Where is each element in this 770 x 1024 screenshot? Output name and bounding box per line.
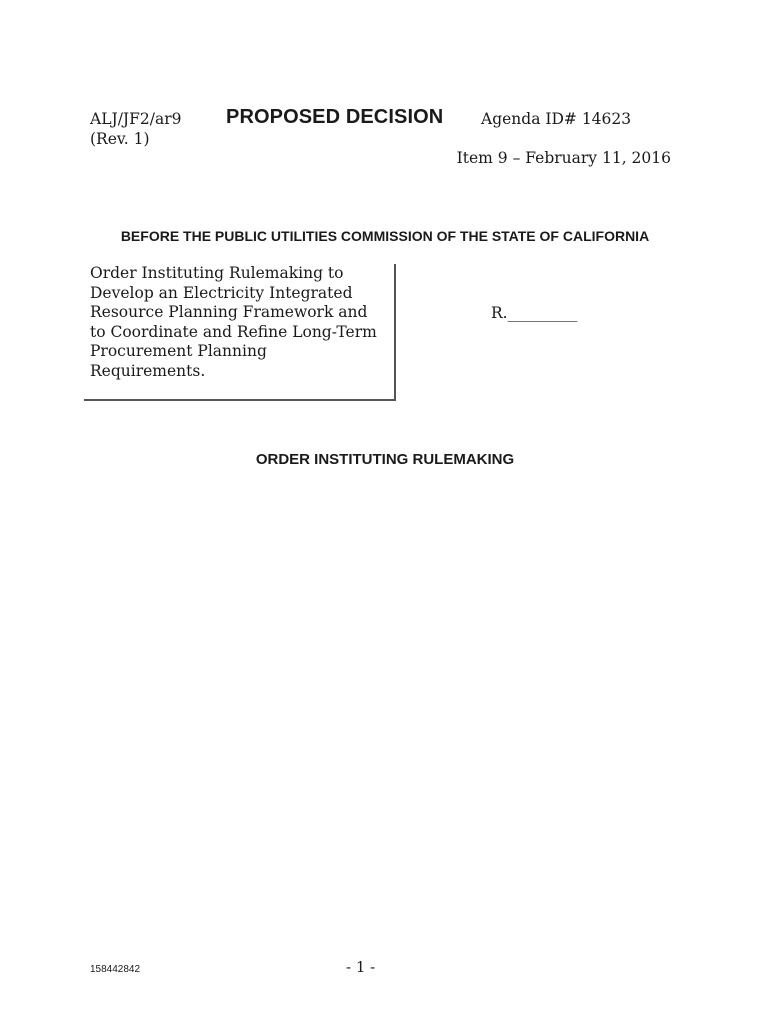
page-number: - 1 - (346, 958, 376, 976)
caption-line: Order Instituting Rulemaking to (90, 264, 344, 282)
caption-line: Procurement Planning (90, 342, 267, 361)
caption-text (90, 264, 396, 382)
document-number: 158442842 (90, 964, 141, 975)
caption-line: Develop an Electricity Integrated (90, 283, 353, 302)
document-status-heading: PROPOSED DECISION (226, 106, 444, 128)
revision-label: (Rev. 1) (90, 130, 150, 148)
caption-line: Resource Planning Framework and (90, 303, 368, 322)
item-date: Item 9 – February 11, 2016 (456, 149, 671, 167)
docket-number: R._________ (491, 304, 578, 322)
agenda-id: Agenda ID# 14623 (481, 110, 632, 128)
caption-box (84, 264, 396, 401)
document-reference-code: ALJ/JF2/ar9 (90, 110, 182, 128)
order-title: ORDER INSTITUTING RULEMAKING (255, 451, 515, 468)
caption-line: to Coordinate and Refine Long-Term (90, 322, 377, 341)
court-heading: BEFORE THE PUBLIC UTILITIES COMMISSION OF THE STATE OF CALIFORNIA (120, 228, 650, 244)
caption-line: Requirements. (90, 361, 206, 380)
